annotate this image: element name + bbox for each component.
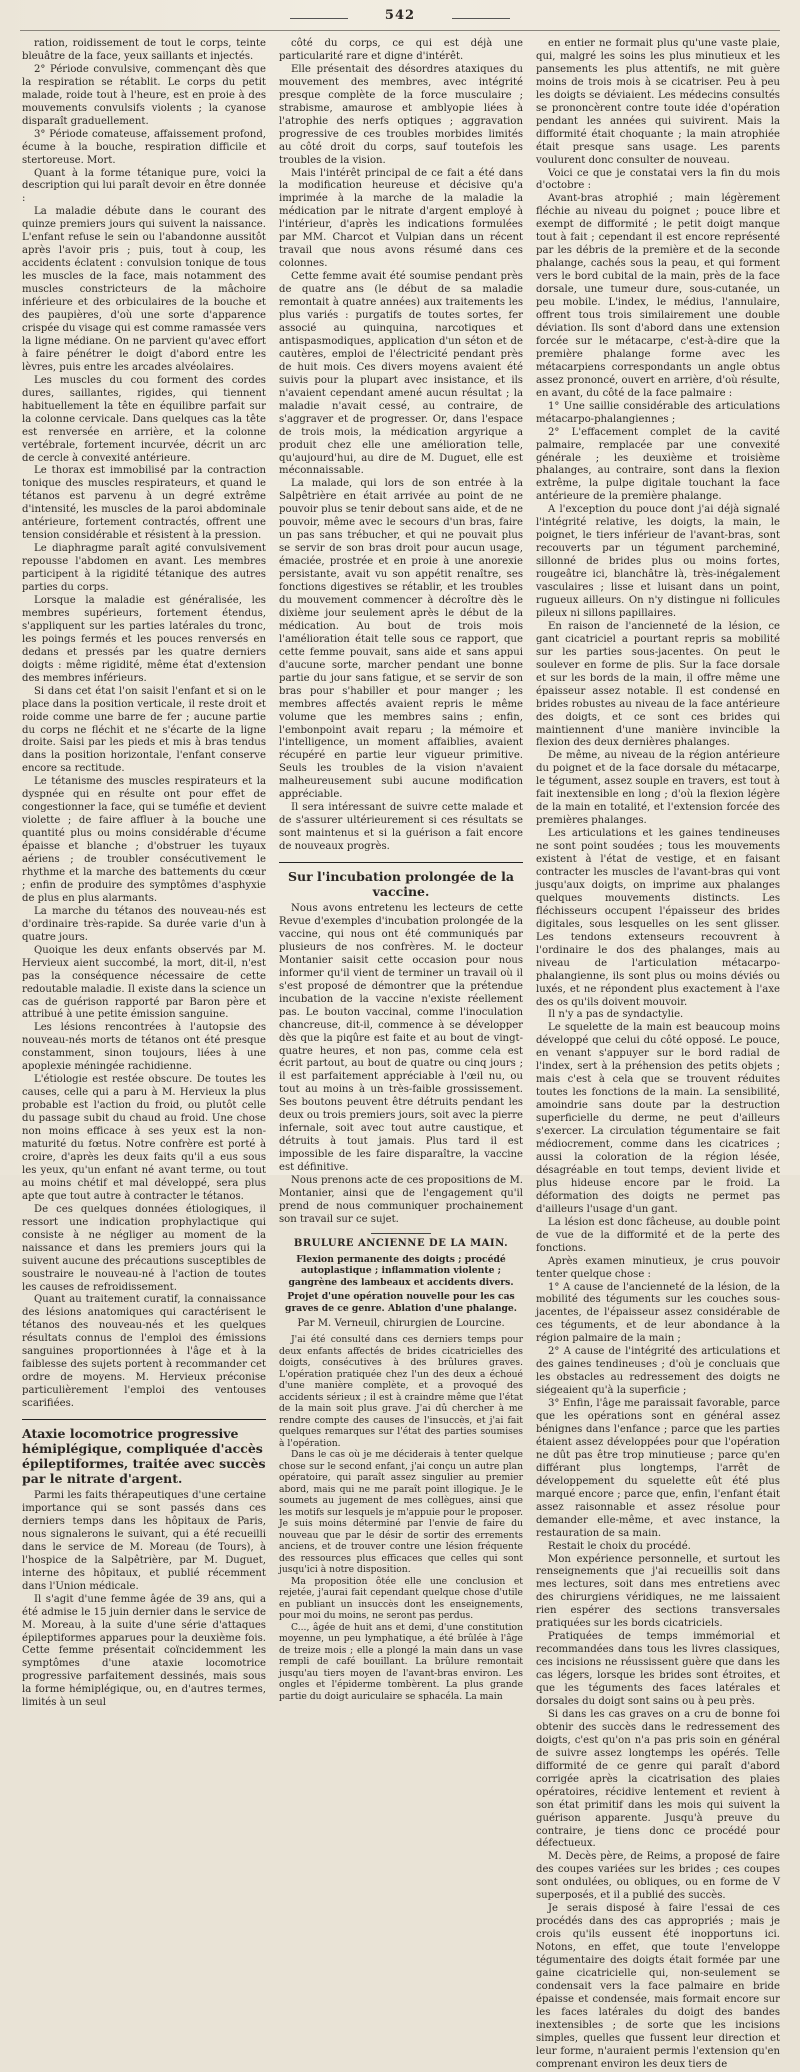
article-subtitle: Flexion permanente des doigts ; procédé autoplastique ; inflammation violente ; gangrène des lambeaux et accidents divers. — [288, 1253, 514, 1288]
column-2 — [279, 38, 523, 1702]
paragraph: Je serais disposé à faire l'essai de ces procédés dans des cas appropriés ; mais je crois qu'ils eussent été inopportuns ici. Notons, en effet, que toute l'enveloppe tégumentaire des doigts était formée par une gaine cicatricielle qui, non-seulement se condensait vers la face palmaire en bride épaisse et condensée, mais formait encore sur les faces latérales du doigt des bandes inextensibles ; de sorte que les incisions simples, quelles que fussent leur direction et leur forme, n'auraient permis l'extension qu'en comprenant environ les deux tiers de — [536, 1903, 780, 2070]
paragraph: Restait le choix du procédé. — [548, 1540, 691, 1552]
paragraph: 2° Période convulsive, commençant dès que la respiration se rétablit. Le corps du petit malade, roide tout à l'heure, est en proie à des mouvements convulsifs violents ; la cyanose disparaît graduellement. — [22, 63, 266, 127]
short-rule — [371, 1233, 431, 1234]
article-title-vaccine: Sur l'incubation prolongée de la vaccine. — [287, 869, 515, 900]
paragraph: Il s'agit d'une femme âgée de 39 ans, qui a été admise le 15 juin dernier dans le service de M. Moreau, à la suite d'une série d'attaques épileptiformes apparues pour la deuxième fois. Cette femme présentait coïncidemment les symptômes d'une ataxie locomotrice progressive parfaitement dessinés, mais sous la forme hémiplégique, ou, en d'autres termes, limités à un seul — [22, 1593, 266, 1709]
paragraph: Le tétanisme des muscles respirateurs et la dyspnée qui en résulte ont pour effet de congestionner la face, qui se tuméfie et devient violette ; de faire affluer à la bouche une quantité plus ou moins considérable d'écume épaisse et blanche ; d'obstruer les tuyaux aériens ; de troubler consécutivement le rhythme et la marche des battements du cœur ; enfin de produire des symptômes d'asphyxie de plus en plus alarmants. — [22, 776, 266, 904]
paragraph: Lorsque la maladie est généralisée, les membres supérieurs, fortement étendus, s'appliquent sur les parties latérales du tronc, les poings fermés et les pouces renversés en dedans et pressés par les quatre derniers doigts : même rigidité, même état d'extension des membres inférieurs. — [22, 594, 266, 684]
paragraph: Pratiquées de temps immémorial et recommandées dans tous les livres classiques, ces incisions ne réussissent guère que dans les cas légers, lorsque les brides sont étroites, et que les téguments des faces latérales et dorsales du doigt sont sains ou à peu près. — [536, 1631, 780, 1707]
paragraph: J'ai été consulté dans ces derniers temps pour deux enfants affectés de brides cicatricielles des doigts, consécutives à des brûlures graves. L'opération pratiquée chez l'un des deux a échoué d'une manière complète, et a provoqué des accidents sérieux ; il est à craindre même que l'état de la main soit plus grave. J'ai dû chercher à me rendre compte des causes de l'insuccès, et j'ai fait quelques remarques sur l'état des parties soumises à l'opération. — [279, 1334, 523, 1449]
header-rule-left — [290, 18, 348, 19]
paragraph: Les muscles du cou forment des cordes dures, saillantes, rigides, qui tiennent habituellement la tête en équilibre parfait sur la colonne cervicale. Dans quelques cas la tête est renversée en arrière, et la colonne vertébrale, fortement incurvée, décrit un arc de cercle à convexité antérieure. — [22, 374, 266, 464]
paragraph: Ma proposition ôtée elle une conclusion et rejetée, j'aurai fait cependant quelque chose d'utile en publiant un insuccès dont les enseignements, pour moi du moins, ne seront pas perdus. — [279, 1575, 523, 1622]
column-3 — [536, 38, 780, 2070]
paragraph: Elle présentait des désordres ataxiques du mouvement des membres, avec intégrité presque complète de la force musculaire ; strabisme, amaurose et amblyopie liées à l'atrophie des nerfs optiques ; aggravation progressive de ces troubles morbides limités au côté droit du corps, sauf toutefois les troubles de la vision. — [279, 63, 523, 166]
paragraph: 1° A cause de l'ancienneté de la lésion, de la mobilité des téguments sur les couches sous-jacentes, de l'épaisseur assez considérable de ces téguments, et de leur abondance à la région palmaire de la main ; — [536, 1281, 780, 1345]
paragraph: L'étiologie est restée obscure. De toutes les causes, celle qui a paru à M. Hervieux la plus probable est l'action du froid, ou plutôt celle du passage subit du chaud au froid. Une chose non moins efficace à ses yeux est la non-maturité du fœtus. Notre confrère est porté à croire, d'après les deux faits qu'il a eus sous les yeux, qu'un enfant né avant terme, ou tout au moins chétif et mal développé, sera plus apte que tout autre à contracter le tétanos. — [22, 1074, 266, 1202]
paragraph: Les articulations et les gaines tendineuses ne sont point soudées ; tous les mouvements existent à l'état de vestige, et en faisant contracter les muscles de l'avant-bras qui vont jusqu'aux doigts, on imprime aux phalanges quelques mouvements distincts. Les fléchisseurs occupent l'épaisseur des brides digitales, sous lesquelles on les sent glisser. Les tendons extenseurs recouvrent à l'ordinaire le dos des phalanges, mais au niveau de l'articulation métacarpo-phalangienne, ils sont plus ou moins déviés ou luxés, et ne répondent plus exactement à l'axe des os qu'ils doivent mouvoir. — [536, 828, 780, 1008]
header-divider — [20, 30, 780, 31]
paragraph: 3° Période comateuse, affaissement profond, écume à la bouche, respiration difficile et stertoreuse. Mort. — [22, 128, 266, 166]
paragraph: De ces quelques données étiologiques, il ressort une indication prophylactique qui consiste à ne négliger au moment de la naissance et dans les premiers jours qui la suivent aucune des précautions susceptibles de soustraire le nouveau-né à l'action de toutes les causes de refroidissement. — [22, 1203, 266, 1293]
paragraph: Quant à la forme tétanique pure, voici la description qui lui paraît devoir en être donnée : — [22, 167, 266, 205]
paragraph: La lésion est donc fâcheuse, au double point de vue de la difformité et de la perte des fonctions. — [536, 1216, 780, 1254]
paragraph: A l'exception du pouce dont j'ai déjà signalé l'intégrité relative, les doigts, la main, le poignet, le tiers inférieur de l'avant-bras, sont recouverts par un tégument parcheminé, sillonné de brides plus ou moins fortes, rougeâtre ici, blanchâtre là, très-inégalement vasculaires ; lisse et luisant dans un point, rugueux ailleurs. On n'y distingue ni follicules pileux ni sillons papillaires. — [536, 504, 780, 619]
paragraph: Quoique les deux enfants observés par M. Hervieux aient succombé, la mort, dit-il, n'est pas la conséquence nécessaire de cette redoutable maladie. Il existe dans la science un cas de guérison rapporté par Baron père et attribué à une petite émission sanguine. — [22, 944, 266, 1021]
paragraph: Voici ce que je constatai vers la fin du mois d'octobre : — [536, 167, 780, 192]
article-subtitle-2: Projet d'une opération nouvelle pour les cas graves de ce genre. Ablation d'une phalange. — [285, 1291, 517, 1314]
paragraph: Quant au traitement curatif, la connaissance des lésions anatomiques qui caractérisent le tétanos des nouveau-nés et les quelques résultats connus de l'emploi des émissions sanguines proportionnées à l'âge et à la faiblesse des sujets portent à recommander cet ordre de moyens. M. Hervieux préconise particulièrement l'emploi des ventouses scarifiées. — [22, 1294, 266, 1410]
paragraph: Les lésions rencontrées à l'autopsie des nouveau-nés morts de tétanos ont été presque constamment, sinon toujours, liées à une apoplexie méningée rachidienne. — [22, 1022, 266, 1073]
paragraph: Dans le cas où je me déciderais à tenter quelque chose sur le second enfant, j'ai conçu un autre plan opératoire, qui paraît assez singulier au premier abord, mais qui ne me paraît point illogique. Je le soumets au jugement de mes collègues, ainsi que les motifs sur lesquels je m'appuie pour le proposer. Je suis moins déterminé par l'envie de faire du nouveau que par le désir de sortir des errements anciens, et de trouver contre une lésion fréquente des ressources plus efficaces que celles qui sont jusqu'ici à notre disposition. — [279, 1449, 523, 1576]
paragraph: Mais l'intérêt principal de ce fait a été dans la modification heureuse et décisive qu'a imprimée à la marche de la maladie la médication par le nitrate d'argent employé à l'intérieur, d'après les indications formulées par MM. Charcot et Vulpian dans un récent travail que nous avons résumé dans ces colonnes. — [279, 167, 523, 270]
article-divider — [22, 1419, 266, 1420]
paragraph: 1° Une saillie considérable des articulations métacarpo-phalangiennes ; — [536, 400, 780, 425]
paragraph: Mon expérience personnelle, et surtout les renseignements que j'ai recueillis soit dans mes lectures, soit dans mes entretiens avec des chirurgiens véridiques, ne me laissaient rien espérer des sections transversales pratiquées sur les bords cicatriciels. — [536, 1553, 780, 1630]
article-title-ataxie: Ataxie locomotrice progressive hémiplégique, compliquée d'accès épileptiformes, traitée avec succès par le nitrate d'argent. — [22, 1426, 266, 1487]
paragraph: Nous avons entretenu les lecteurs de cette Revue d'exemples d'incubation prolongée de la vaccine, qui nous ont été communiqués par plusieurs de nos confrères. M. le docteur Montanier saisit cette occasion pour nous informer qu'il vient de terminer un travail où il s'est proposé de démontrer que la prétendue incubation de la vaccine n'existe réellement pas. Le bouton vaccinal, comme l'inoculation chancreuse, dit-il, commence à se développer dès que la piqûre est faite et au bout de vingt-quatre heures, et non pas, comme cela est écrit partout, au bout de quatre ou cinq jours ; il est parfaitement appréciable à l'œil nu, ou tout au moins à un très-faible grossissement. Ses boutons peuvent être détruits pendant les deux ou trois premiers jours, soit avec la pierre infernale, soit avec tout autre caustique, et détruits à tout jamais. Plus tard il est impossible de les faire disparaître, la vaccine est définitive. — [279, 903, 523, 1174]
paragraph: côté du corps, ce qui est déjà une particularité rare et digne d'intérêt. — [279, 38, 523, 62]
paragraph: 3° Enfin, l'âge me paraissait favorable, parce que les opérations sont en général assez bénignes dans l'enfance ; parce que les parties étaient assez développées pour que l'opération ne dût pas être trop minutieuse ; parce qu'en différant plus longtemps, l'arrêt de développement du squelette eût été plus marqué encore ; parce que, enfin, l'enfant était assez raisonnable et assez résolue pour demander elle-même, et avec instance, la restauration de sa main. — [536, 1398, 780, 1539]
paragraph: Il sera intéressant de suivre cette malade et de s'assurer ultérieurement si ces résultats se sont maintenus et si la guérison a fait encore de nouveaux progrès. — [279, 802, 523, 853]
paragraph: Il n'y a pas de syndactylie. — [548, 1009, 684, 1021]
paragraph: Nous prenons acte de ces propositions de M. Montanier, ainsi que de l'engagement qu'il prend de nous communiquer prochainement son travail sur ce sujet. — [279, 1175, 523, 1225]
paragraph: Avant-bras atrophié ; main légèrement fléchie au niveau du poignet ; pouce libre et exempt de difformité ; le petit doigt manque tout à fait ; cependant il est encore représenté par les débris de la première et de la seconde phalange, cachés sous la peau, et qui forment vers le bord cubital de la main, près de la face dorsale, une tumeur dure, sous-cutanée, un peu mobile. L'index, le médius, l'annulaire, offrent tous trois similairement une double déviation. Ils sont d'abord dans une extension forcée sur le métacarpe, c'est-à-dire que la première phalange forme avec les métacarpiens correspondants un angle obtus assez prononcé, ouvert en arrière, d'où résulte, en avant, du côté de la face palmaire : — [536, 193, 780, 399]
paragraph: La maladie débute dans le courant des quinze premiers jours qui suivent la naissance. L'enfant refuse le sein ou l'abandonne aussitôt après l'avoir pris ; puis, tout à coup, les accidents éclatent : convulsion tonique de tous les muscles de la face, mais notamment des muscles constricteurs de la mâchoire inférieure et des orbiculaires de la bouche et des paupières, d'où une sorte d'apparence crispée du visage qui est comme ramassée vers la ligne médiane. On ne parvient qu'avec effort à faire pénétrer le doigt d'abord entre les lèvres, puis entre les arcades alvéolaires. — [22, 206, 266, 373]
column-1 — [22, 38, 266, 1709]
paragraph: La marche du tétanos des nouveau-nés est d'ordinaire très-rapide. Sa durée varie d'un à quatre jours. — [22, 905, 266, 943]
paragraph: Le thorax est immobilisé par la contraction tonique des muscles respirateurs, et quand le tétanos est parvenu à un degré extrême d'intensité, les muscles de la paroi abdominale antérieure, fortement contractés, offrent une tension considérable et résistent à la pression. — [22, 465, 266, 542]
article-author: Par M. Verneuil, chirurgien de Lourcine. — [297, 1318, 505, 1330]
paragraph: Cette femme avait été soumise pendant près de quatre ans (le début de sa maladie remontait à quatre années) aux traitements les plus variés : purgatifs de toutes sortes, fer associé au quinquina, narcotiques et antispasmodiques, application d'un séton et de cautères, emploi de l'électricité pendant près de huit mois. Ces divers moyens avaient été suivis pour la plupart avec insistance, et ils n'avaient cependant amené aucun résultat ; la maladie n'avait cessé, au contraire, de s'aggraver et de progresser. Or, dans l'espace de trois mois, la médication argyrique a produit chez elle une amélioration telle, qu'aujourd'hui, au dire de M. Duguet, elle est méconnaissable. — [279, 271, 523, 477]
paragraph: Si dans cet état l'on saisit l'enfant et si on le place dans la position verticale, il reste droit et roide comme une barre de fer ; aucune partie du corps ne fléchit et ne s'écarte de la ligne droite. Saisi par les pieds et mis à bras tendus dans la position horizontale, l'enfant conserve encore sa rectitude. — [22, 685, 266, 775]
paragraph: Si dans les cas graves on a cru de bonne foi obtenir des succès dans le redressement des doigts, c'est qu'on n'a pas pris soin en général de suivre assez longtemps les opérés. Telle difformité de ce genre qui paraît d'abord corrigée après la cicatrisation des plaies opératoires, récidive lentement et revient à son état primitif dans les mois qui suivent la guérison apparente. Jusqu'à preuve du contraire, je tiens donc ce procédé pour défectueux. — [536, 1708, 780, 1850]
paragraph: 2° A cause de l'intégrité des articulations et des gaines tendineuses ; d'où je concluais que les obstacles au redressement des doigts ne siégeaient qu'à la superficie ; — [536, 1346, 780, 1397]
page-header — [0, 6, 800, 28]
paragraph: 2° L'effacement complet de la cavité palmaire, remplacée par une convexité générale ; les deuxième et troisième phalanges, au contraire, sont dans la flexion extrême, la pulpe digitale touchant la face antérieure de la première phalange. — [536, 426, 780, 503]
paragraph: Après examen minutieux, je crus pouvoir tenter quelque chose : — [536, 1255, 780, 1280]
article-title-brulure: BRULURE ANCIENNE DE LA MAIN. — [293, 1237, 509, 1249]
paragraph: en entier ne formait plus qu'une vaste plaie, qui, malgré les soins les plus minutieux et les pansements les plus attentifs, ne mit guère moins de trois mois à se cicatriser. Peu à peu les doigts se déviaient. Les médecins consultés se prononcèrent contre toute idée d'opération pendant les années qui suivirent. Mais la difformité était choquante ; la main atrophiée était presque sans usage. Les parents voulurent donc consulter de nouveau. — [536, 38, 780, 166]
paragraph: Parmi les faits thérapeutiques d'une certaine importance qui se sont passés dans ces derniers temps dans les hôpitaux de Paris, nous signalerons le suivant, qui a été recueilli dans le service de M. Moreau (de Tours), à l'hospice de la Salpêtrière, par M. Duguet, interne des hôpitaux, et publié récemment dans l'Union médicale. — [22, 1490, 266, 1592]
page-number: 542 — [384, 8, 416, 23]
paragraph: C..., âgée de huit ans et demi, d'une constitution moyenne, un peu lymphatique, a été brûlée à l'âge de treize mois ; elle a plongé la main dans un vase rempli de café bouillant. La brûlure remontait jusqu'au tiers moyen de l'avant-bras environ. Les ongles et l'épiderme tombèrent. La plus grande partie du doigt auriculaire se sphacéla. La main — [279, 1621, 523, 1702]
paragraph: En raison de l'ancienneté de la lésion, ce gant cicatriciel a pourtant repris sa mobilité sur les parties sous-jacentes. On peut le soulever en forme de plis. Sur la face dorsale et sur les bords de la main, il offre même une épaisseur assez notable. Il est condensé en brides robustes au niveau de la face antérieure des doigts, et ce sont ces brides qui maintiennent d'une manière invincible la flexion des deux dernières phalanges. — [536, 620, 780, 749]
paragraph: Le diaphragme paraît agité convulsivement repousse l'abdomen en avant. Les membres participent à la rigidité tétanique des autres parties du corps. — [22, 543, 266, 594]
header-rule-right — [452, 18, 510, 19]
paragraph: M. Decès père, de Reims, a proposé de faire des coupes variées sur les brides ; ces coupes sont ondulées, ou obliques, ou en forme de V superposés, et il a publié des succès. — [536, 1851, 780, 1902]
paragraph: ration, roidissement de tout le corps, teinte bleuâtre de la face, yeux saillants et injectés. — [22, 38, 266, 62]
paragraph: De même, au niveau de la région antérieure du poignet et de la face dorsale du métacarpe, le tégument, assez souple en travers, est tout à fait inextensible en long ; d'où la flexion légère de la main en totalité, et l'extension forcée des premières phalanges. — [536, 750, 780, 827]
paragraph: Le squelette de la main est beaucoup moins développé que celui du côté opposé. Le pouce, en venant s'appuyer sur le bord radial de l'index, sert à la préhension des petits objets ; mais c'est à cela que se trouvent réduites toutes les fonctions de la main. La sensibilité, amoindrie sans doute par la destruction superficielle du derme, ne peut d'ailleurs s'exercer. La circulation tégumentaire se fait médiocrement, comme dans les cicatrices ; aussi la coloration de la région lésée, désagréable en tout temps, devient livide et plus hideuse encore par le froid. La déformation des doigts ne permet pas d'ailleurs l'usage d'un gant. — [536, 1022, 780, 1215]
paragraph: La malade, qui lors de son entrée à la Salpêtrière en était arrivée au point de ne pouvoir plus se tenir debout sans aide, et de ne pouvoir, même avec le secours d'un bras, faire un pas sans trébucher, et qui ne pouvait plus se servir de son bras droit pour aucun usage, émaciée, prostrée et en proie à une anorexie persistante, avait vu son appétit renaître, ses fonctions digestives se rétablir, et les troubles du mouvement commencer à décroître dès le dixième jour seulement après le début de la médication. Au bout de trois mois l'amélioration était telle sous ce rapport, que cette femme pouvait, sans aide et sans appui d'aucune sorte, marcher pendant une bonne partie du jour sans fatigue, et se servir de son bras pour s'habiller et pour manger ; les membres affectés avaient repris le même volume que les membres sains ; enfin, l'embonpoint avait reparu ; la mémoire et l'intelligence, un moment affaiblies, avaient récupéré en partie leur vigueur primitive. Seuls les troubles de la vision n'avaient malheureusement subi aucune modification appréciable. — [279, 478, 523, 801]
article-divider — [279, 862, 523, 863]
